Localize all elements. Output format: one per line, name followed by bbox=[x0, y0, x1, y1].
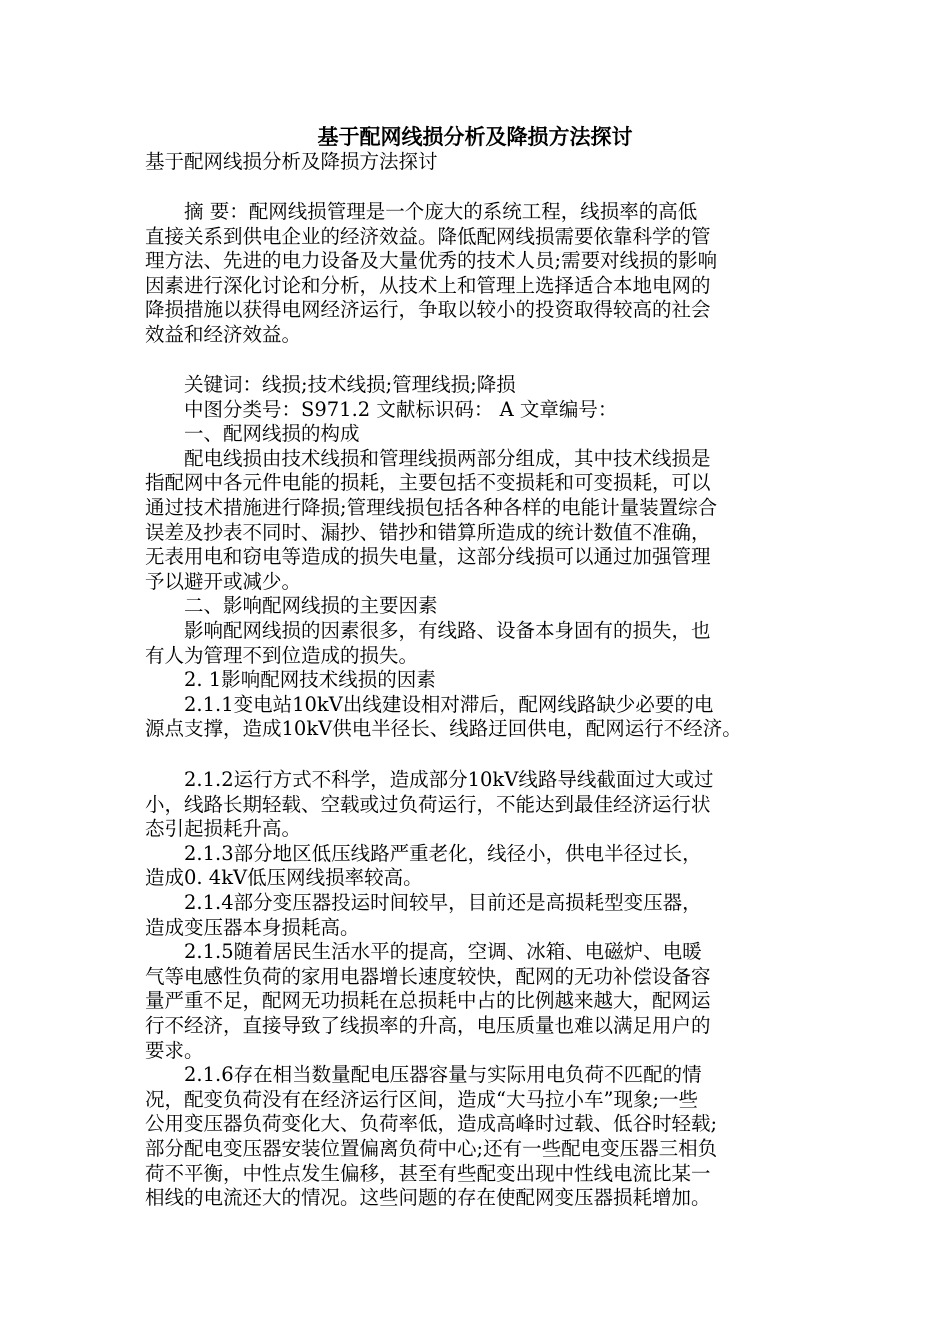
section-heading: 一、配网线损的构成 bbox=[145, 422, 360, 446]
paragraph-line: 造成变压器本身损耗高。 bbox=[145, 915, 360, 939]
document-subtitle: 基于配网线损分析及降损方法探讨 bbox=[145, 150, 438, 173]
paragraph-line: 公用变压器负荷变化大、负荷率低，造成高峰时过载、低谷时轻载; bbox=[145, 1112, 718, 1136]
paragraph-line: 通过技术措施进行降损;管理线损包括各种各样的电能计量装置综合 bbox=[145, 495, 718, 519]
paragraph-line: 误差及抄表不同时、漏抄、错抄和错算所造成的统计数值不准确， bbox=[145, 520, 711, 544]
abstract-line: 摘 要：配网线损管理是一个庞大的系统工程，线损率的高低 bbox=[145, 200, 698, 223]
paragraph-line: 况，配变负荷没有在经济运行区间，造成“大马拉小车”现象;一些 bbox=[145, 1087, 699, 1111]
abstract-line: 因素进行深化讨论和分析，从技术上和管理上选择适合本地电网的 bbox=[145, 273, 711, 297]
paragraph-line: 影响配网线损的因素很多，有线路、设备本身固有的损失，也 bbox=[145, 618, 711, 642]
abstract-line: 降损措施以获得电网经济运行，争取以较小的投资取得较高的社会 bbox=[145, 298, 711, 322]
paragraph-line: 指配网中各元件电能的损耗，主要包括不变损耗和可变损耗，可以 bbox=[145, 471, 711, 495]
paragraph-line: 部分配电变压器安装位置偏离负荷中心;还有一些配电变压器三相负 bbox=[145, 1136, 718, 1160]
paragraph-line: 相线的电流还大的情况。这些问题的存在使配网变压器损耗增加。 bbox=[145, 1186, 711, 1210]
paragraph-line: 2.1.1变电站10kV出线建设相对滞后，配网线路缺少必要的电 bbox=[145, 692, 714, 716]
paragraph-line: 2.1.2运行方式不科学，造成部分10kV线路导线截面过大或过 bbox=[145, 768, 714, 791]
abstract-line: 直接关系到供电企业的经济效益。降低配网线损需要依靠科学的管 bbox=[145, 224, 711, 248]
paragraph-line: 配电线损由技术线损和管理线损两部分组成，其中技术线损是 bbox=[145, 446, 711, 470]
section-heading: 二、影响配网线损的主要因素 bbox=[145, 594, 438, 618]
paragraph-line: 2.1.3部分地区低压线路严重老化，线径小，供电半径过长， bbox=[145, 841, 702, 865]
subsection-heading: 2. 1影响配网技术线损的因素 bbox=[145, 668, 436, 692]
paragraph-line: 2.1.5随着居民生活水平的提高，空调、冰箱、电磁炉、电暖 bbox=[145, 940, 702, 964]
paragraph-line: 有人为管理不到位造成的损失。 bbox=[145, 643, 419, 667]
body-block bbox=[145, 373, 825, 742]
paragraph-line: 无表用电和窃电等造成的损失电量，这部分线损可以通过加强管理 bbox=[145, 545, 711, 569]
paragraph-line: 造成0. 4kV低压网线损率较高。 bbox=[145, 866, 423, 890]
body-block-continued bbox=[145, 768, 825, 1211]
paragraph-line: 态引起损耗升高。 bbox=[145, 817, 302, 841]
paragraph-line: 小，线路长期轻载、空载或过负荷运行，不能达到最佳经济运行状 bbox=[145, 792, 711, 816]
paragraph-line: 荷不平衡，中性点发生偏移，甚至有些配变出现中性线电流比某一 bbox=[145, 1161, 711, 1185]
abstract-block bbox=[145, 200, 825, 348]
paragraph-line: 气等电感性负荷的家用电器增长速度较快，配网的无功补偿设备容 bbox=[145, 964, 711, 988]
paragraph-line: 源点支撑，造成10kV供电半径长、线路迂回供电，配网运行不经济。 bbox=[145, 717, 742, 741]
paragraph-line: 量严重不足，配网无功损耗在总损耗中占的比例越来越大，配网运 bbox=[145, 989, 711, 1013]
abstract-line: 理方法、先进的电力设备及大量优秀的技术人员;需要对线损的影响 bbox=[145, 249, 718, 273]
paragraph-line: 要求。 bbox=[145, 1038, 204, 1062]
paragraph-line: 行不经济，直接导致了线损率的升高，电压质量也难以满足用户的 bbox=[145, 1013, 711, 1037]
paragraph-line: 2.1.4部分变压器投运时间较早，目前还是高损耗型变压器， bbox=[145, 890, 702, 914]
document-subtitle-block bbox=[145, 150, 825, 175]
paragraph-line: 2.1.6存在相当数量配电压器容量与实际用电负荷不匹配的情 bbox=[145, 1063, 702, 1087]
abstract-line: 效益和经济效益。 bbox=[145, 322, 302, 346]
paragraph-line: 予以避开或减少。 bbox=[145, 569, 302, 593]
document-title: 基于配网线损分析及降损方法探讨 bbox=[317, 124, 633, 149]
keywords-line: 关键词：线损;技术线损;管理线损;降损 bbox=[145, 373, 516, 396]
classification-line: 中图分类号：S971.2 文献标识码： A 文章编号： bbox=[145, 397, 618, 421]
